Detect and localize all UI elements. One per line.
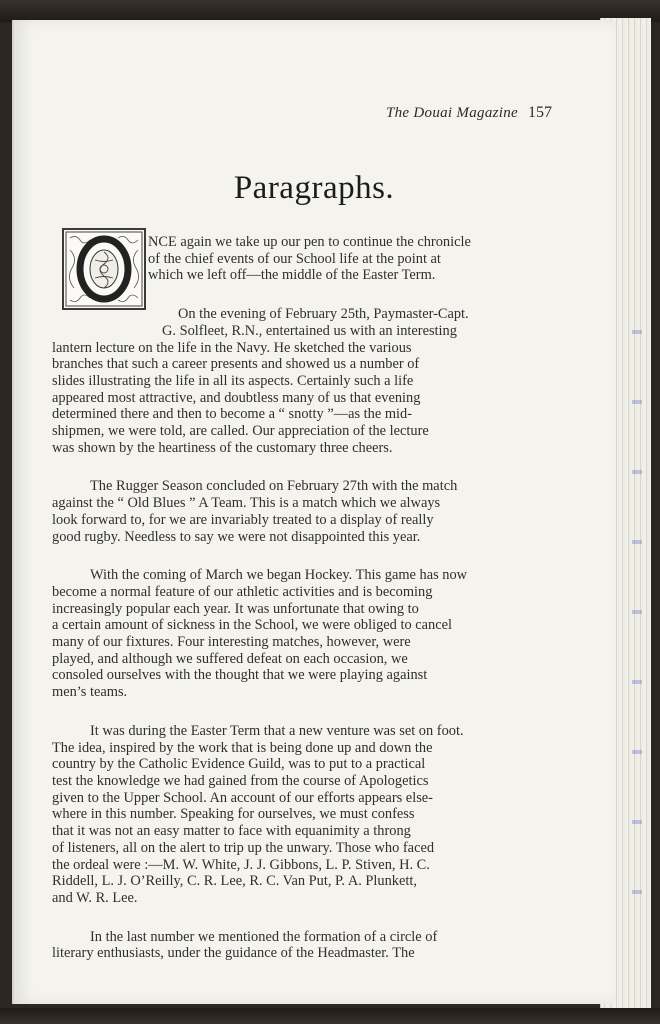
text-line: and W. R. Lee.: [52, 889, 138, 906]
text-line: G. Solfleet, R.N., entertained us with an interesting: [162, 322, 457, 339]
text-line: shipmen, we were told, are called. Our appreciation of the lecture: [52, 423, 429, 440]
text-line: With the coming of March we began Hockey. This game has now: [90, 567, 468, 584]
text-line: consoled ourselves with the thought that we were playing against: [52, 667, 428, 684]
text-line: men’s teams.: [52, 684, 128, 701]
text-line: was shown by the heartiness of the customary three cheers.: [52, 439, 393, 456]
scan-artifacts: [632, 300, 642, 900]
text-line: literary enthusiasts, under the guidance of the Headmaster. The: [52, 945, 415, 962]
section-title: Paragraphs.: [233, 170, 395, 206]
text-line: good rugby. Needless to say we were not disappointed this year.: [52, 528, 421, 545]
text-line: many of our fixtures. Four interesting matches, however, were: [52, 634, 411, 651]
text-line: which we left off—the middle of the Easter Term.: [148, 267, 436, 284]
page-number: 157: [528, 104, 552, 121]
text-line: The Rugger Season concluded on February 27th with the match: [90, 478, 458, 495]
text-line: appeared most attractive, and doubtless many of us that evening: [52, 389, 421, 406]
text-line: that it was not an easy matter to face with equanimity a throng: [52, 823, 411, 840]
text-line: a certain amount of sickness in the School, we were obliged to cancel: [52, 617, 453, 634]
article-body: [52, 234, 554, 962]
text-line: against the “ Old Blues ” A Team. This is a match which we always: [52, 495, 441, 512]
text-line: Riddell, L. J. O’Reilly, C. R. Lee, R. C. Van Put, P. A. Plunkett,: [52, 873, 417, 890]
text-line: of listeners, all on the alert to trip up the unwary. Those who faced: [52, 839, 435, 856]
text-line: of the chief events of our School life at the point at: [148, 250, 441, 267]
text-line: NCE again we take up our pen to continue the chronicle: [148, 234, 471, 250]
text-line: country by the Catholic Evidence Guild, was to put to a practical: [52, 756, 426, 773]
text-line: where in this number. Speaking for ourselves, we must confess: [52, 806, 415, 823]
text-line: branches that such a career presents and showed us a number of: [52, 356, 420, 373]
text-line: The idea, inspired by the work that is being done up and down the: [52, 739, 433, 756]
book-binding-top: [0, 0, 660, 22]
magazine-title: The Douai Magazine: [385, 105, 518, 121]
text-line: given to the Upper School. An account of our efforts appears else-: [52, 789, 433, 806]
text-line: It was during the Easter Term that a new venture was set on foot.: [90, 722, 464, 739]
text-line: determined there and then to become a “ snotty ”—as the mid-: [52, 406, 413, 423]
text-line: played, and although we suffered defeat on each occasion, we: [52, 650, 408, 667]
magazine-page: [12, 20, 614, 1004]
text-line: become a normal feature of our athletic activities and is becoming: [52, 583, 433, 600]
text-line: lantern lecture on the life in the Navy. He sketched the various: [52, 339, 412, 356]
text-line: increasingly popular each year. It was unfortunate that owing to: [52, 600, 419, 617]
ornamental-drop-cap: [62, 228, 146, 310]
text-line: look forward to, for we are invariably treated to a display of really: [52, 511, 434, 528]
text-line: On the evening of February 25th, Paymaster-Capt.: [178, 306, 469, 323]
running-head: [14, 104, 552, 122]
text-line: slides illustrating the life in all its aspects. Certainly such a life: [52, 372, 414, 389]
drop-cap-o-icon: [64, 230, 144, 308]
text-line: test the knowledge we had gained from the course of Apologetics: [52, 772, 429, 789]
text-line: the ordeal were :—M. W. White, J. J. Gibbons, L. P. Stiven, H. C.: [52, 856, 430, 873]
text-line: In the last number we mentioned the formation of a circle of: [90, 928, 438, 945]
book-binding-bottom: [0, 1008, 660, 1024]
